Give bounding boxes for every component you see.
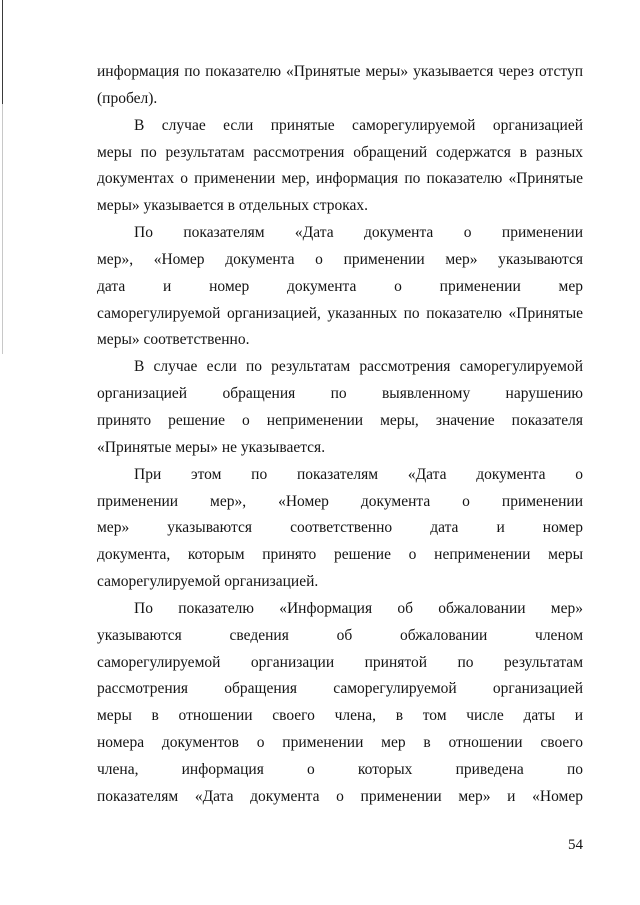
text-line: (пробел). — [97, 89, 158, 107]
text-line: указываются сведения об обжаловании членом — [97, 626, 583, 644]
text-line: рассмотрения обращения саморегулируемой организацией — [97, 680, 583, 698]
paragraph — [97, 59, 583, 113]
text-line: меры» соответственно. — [97, 331, 250, 349]
paragraph — [97, 596, 583, 811]
text-line: В случае если по результатам рассмотрения саморегулируемой — [134, 358, 583, 376]
text-line: меры по результатам рассмотрения обращений содержатся в разных — [97, 143, 583, 161]
scan-edge-line — [2, 0, 3, 104]
text-line: документах о применении мер, информация по показателю «Принятые — [97, 170, 583, 188]
paragraph — [97, 354, 583, 461]
text-line: «Принятые меры» не указывается. — [97, 438, 326, 456]
document-body — [97, 59, 583, 811]
text-line: члена, информация о которых приведена по — [97, 760, 583, 778]
text-line: документа, которым принято решение о неприменении меры — [97, 546, 583, 564]
text-line: мер», «Номер документа о применении мер» указываются — [97, 250, 583, 268]
text-line: саморегулируемой организацией, указанных по показателю «Принятые — [97, 304, 583, 322]
text-line: меры в отношении своего члена, в том числе даты и — [97, 707, 583, 725]
text-line: В случае если принятые саморегулируемой организацией — [134, 116, 583, 134]
text-line: По показателю «Информация об обжаловании мер» — [134, 599, 583, 617]
text-line: применении мер», «Номер документа о применении — [97, 492, 583, 510]
text-line: показателям «Дата документа о применении мер» и «Номер — [97, 787, 583, 805]
text-line: мер» указываются соответственно дата и номер — [97, 519, 583, 537]
paragraph — [97, 462, 583, 596]
text-line: саморегулируемой организацией. — [97, 573, 319, 591]
text-line: принято решение о неприменении меры, значение показателя — [97, 411, 583, 429]
text-line: номера документов о применении мер в отношении своего — [97, 734, 583, 752]
text-line: саморегулируемой организации принятой по результатам — [97, 653, 583, 671]
text-line: При этом по показателям «Дата документа о — [134, 465, 583, 483]
paragraph — [97, 113, 583, 220]
text-line: организацией обращения по выявленному нарушению — [97, 385, 583, 403]
text-line: дата и номер документа о применении мер — [97, 277, 583, 295]
text-line: меры» указывается в отдельных строках. — [97, 197, 369, 215]
text-line: информация по показателю «Принятые меры» указывается через отступ — [97, 63, 583, 80]
paragraph — [97, 220, 583, 354]
text-line: По показателям «Дата документа о применении — [134, 224, 583, 242]
page-number: 54 — [568, 837, 583, 853]
scan-edge-line-faint — [2, 104, 3, 354]
